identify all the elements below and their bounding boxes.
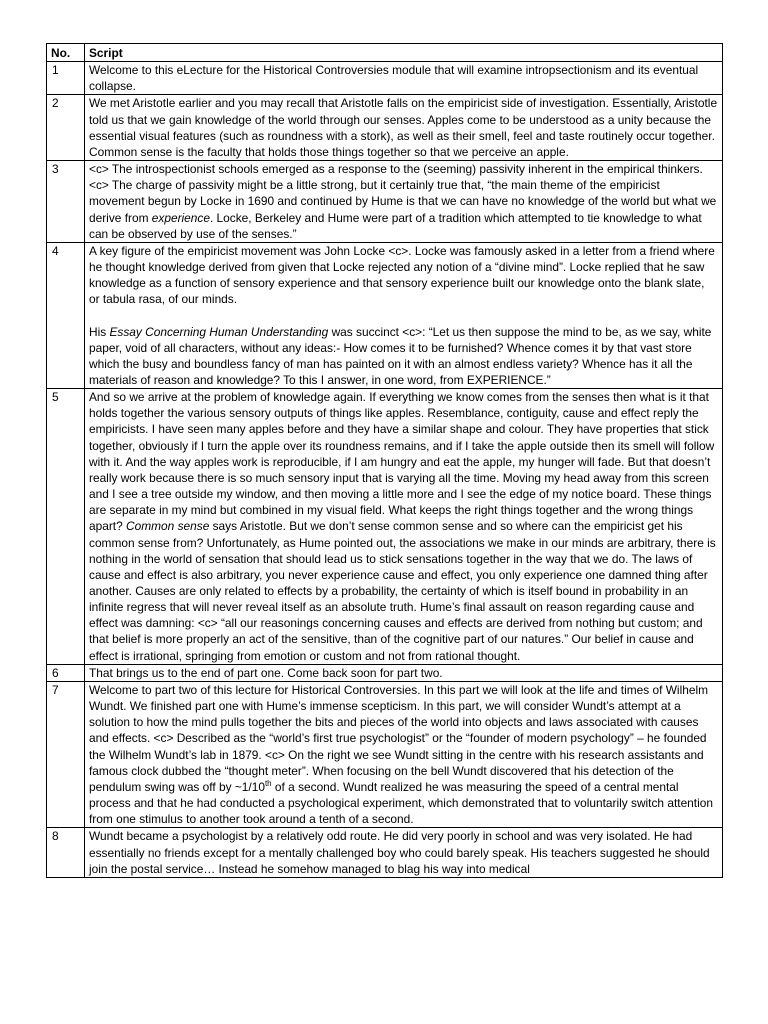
row-script (85, 62, 723, 95)
script-paragraph (89, 665, 718, 681)
table-header (47, 44, 723, 62)
script-paragraph (89, 95, 718, 160)
table-body (47, 62, 723, 878)
row-number: 3 (47, 161, 85, 243)
script-paragraph (89, 62, 718, 94)
script-text: A key figure of the empiricist movement was John Locke <c>. Locke was famously asked in a letter from a friend where he thought knowledge derived from given that Locke rejected any notion of a “divine mind”. Locke replied that he saw knowledge as a function of sensory experience and that sensory experience built our knowledge onto the blank slate, or tabula rasa, of our minds. (89, 243, 715, 307)
script-paragraph (89, 389, 718, 664)
header-number: No. (47, 44, 85, 62)
table-row (47, 828, 723, 877)
header-row (47, 44, 723, 62)
script-paragraph (89, 243, 718, 308)
table-row (47, 95, 723, 161)
script-text: Welcome to this eLecture for the Historical Controversies module that will examine intropsectionism and its eventual collapse. (89, 63, 699, 94)
header-script: Script (85, 44, 723, 62)
script-text: We met Aristotle earlier and you may recall that Aristotle falls on the empiricist side of investigation. Essentially, Aristotle told us that we gain knowledge of the world through our senses. Apples come to be understood as a unity because the essential visual features (such as roundness with a stork), as well as their smell, feel and taste routinely occur together. Common sense is the faculty that holds those things together so that we perceive an apple. (89, 96, 718, 159)
script-text: was succinct <c>: “Let us then suppose the mind to be, as we say, white paper, void of all characters, without any ideas:- How comes it to be furnished? Whence comes it by that vast store which the busy and boundless fancy of man has painted on it with an almost endless variety? Whence has it all the materials of reason and knowledge? To this I answer, in one word, from EXPERIENCE.” (89, 324, 712, 387)
row-number: 4 (47, 242, 85, 388)
script-text: of a second. Wundt realized he was measuring the speed of a central mental process and that he had conducted a psychological experiment, which demonstrated that to voluntarily switch attention from one stimulus to another took around a tenth of a second. (89, 779, 713, 827)
row-number: 1 (47, 62, 85, 95)
script-text: That brings us to the end of part one. Come back soon for part two. (89, 665, 443, 680)
row-number: 2 (47, 95, 85, 161)
script-text: Wundt became a psychologist by a relatively odd route. He did very poorly in school and was very isolated. He had essentially no friends except for a mentally challenged boy who could barely speak. His teachers suggested he should join the postal service… Instead he somehow managed to blag his way into medical (89, 829, 710, 876)
italic-text: Essay Concerning Human Understanding (109, 324, 329, 339)
row-script (85, 828, 723, 877)
row-script (85, 389, 723, 665)
script-text: And so we arrive at the problem of knowledge again. If everything we know comes from the senses then what is it that holds together the various sensory outputs of things like apples. Resemblance, contiguity, cause and effect reply the empiricists. I have seen many apples before and they have a similar shape and colour. They have properties that stick together, obviously if I turn the apple over its roundness remains, and if I take the apple outside then its smell will follow with it. And the way apples work is reproducible, if I am hungry and eat the apple, my hunger will fade. But that doesn’t really work because there is so much sensory input that is varying all the time. Moving my head away from this screen and I see a tree outside my window, and then moving a little more and I see the edge of my notice board. These things are separate in my mind but combined in my visual field. What keeps the right things together and the wrong things apart? (89, 390, 715, 534)
italic-text: experience (151, 210, 210, 225)
row-script (85, 664, 723, 681)
table-row (47, 62, 723, 95)
table-row (47, 664, 723, 681)
row-script (85, 95, 723, 161)
script-paragraph (89, 324, 718, 389)
script-text: . Locke, Berkeley and Hume were part of a tradition which attempted to tie knowledge to what can be observed by use of the senses.” (89, 210, 702, 241)
script-paragraph (89, 682, 718, 827)
row-number: 7 (47, 681, 85, 827)
row-script (85, 161, 723, 243)
row-script (85, 242, 723, 388)
row-number: 5 (47, 389, 85, 665)
table-row (47, 389, 723, 665)
script-text: His (89, 324, 110, 339)
table-row (47, 681, 723, 827)
row-script (85, 681, 723, 827)
script-paragraph (89, 828, 718, 876)
script-text: says Aristotle. But we don’t sense common sense and so where can the empiricist get his common sense from? Unfortunately, as Hume pointed out, the associations we make in our minds are arbitrary, there is nothing in the world of sensation that should lead us to stick sensations together in the way that we do. The laws of cause and effect is also arbitrary, you never experience cause and effect, you only experience one damned thing after another. Causes are only related to effects by a probability, the certainty of which is itself bound in probability in an infinite regress that will never reveal itself as an absolute truth. Hume’s final assault on reason regarding cause and effect was damning: <c> “all our reasonings concerning causes and effects are derived from nothing but custom; and that belief is more properly an act of the sensitive, than of the cognitive part of our natures.” Our belief in cause and effect is irrational, springing from emotion or custom and not from rational thought. (89, 519, 716, 663)
row-number: 6 (47, 664, 85, 681)
script-text: <c> The introspectionist schools emerged as a response to the (seeming) passivity inherent in the empirical thinkers. <c> The charge of passivity might be a little strong, but it certainly true that, “the main theme of the empiricist movement begun by Locke in 1690 and continued by Hume is that we can have no knowledge of the world but what we derive from (89, 162, 717, 225)
table-row (47, 161, 723, 243)
italic-text: Common sense (126, 519, 210, 534)
row-number: 8 (47, 828, 85, 877)
script-text: Welcome to part two of this lecture for Historical Controversies. In this part we will look at the life and times of Wilhelm Wundt. We finished part one with Hume’s immense scepticism. In this part, we will consider Wundt’s attempt at a solution to how the mind pulls together the bits and pieces of the world into objects and laws associated with causes and effects. <c> Described as the “world’s first true psychologist” or the “founder of modern psychology” – he founded the Wilhelm Wundt’s lab in 1879. <c> On the right we see Wundt sitting in the centre with his research assistants and famous clock dubbed the “thought meter”. When focusing on the bell Wundt discovered that his detection of the pendulum swing was off by ~1/10 (89, 682, 708, 794)
script-paragraph (89, 161, 718, 242)
superscript-text: th (264, 778, 272, 788)
script-table (46, 43, 723, 878)
table-row (47, 242, 723, 388)
